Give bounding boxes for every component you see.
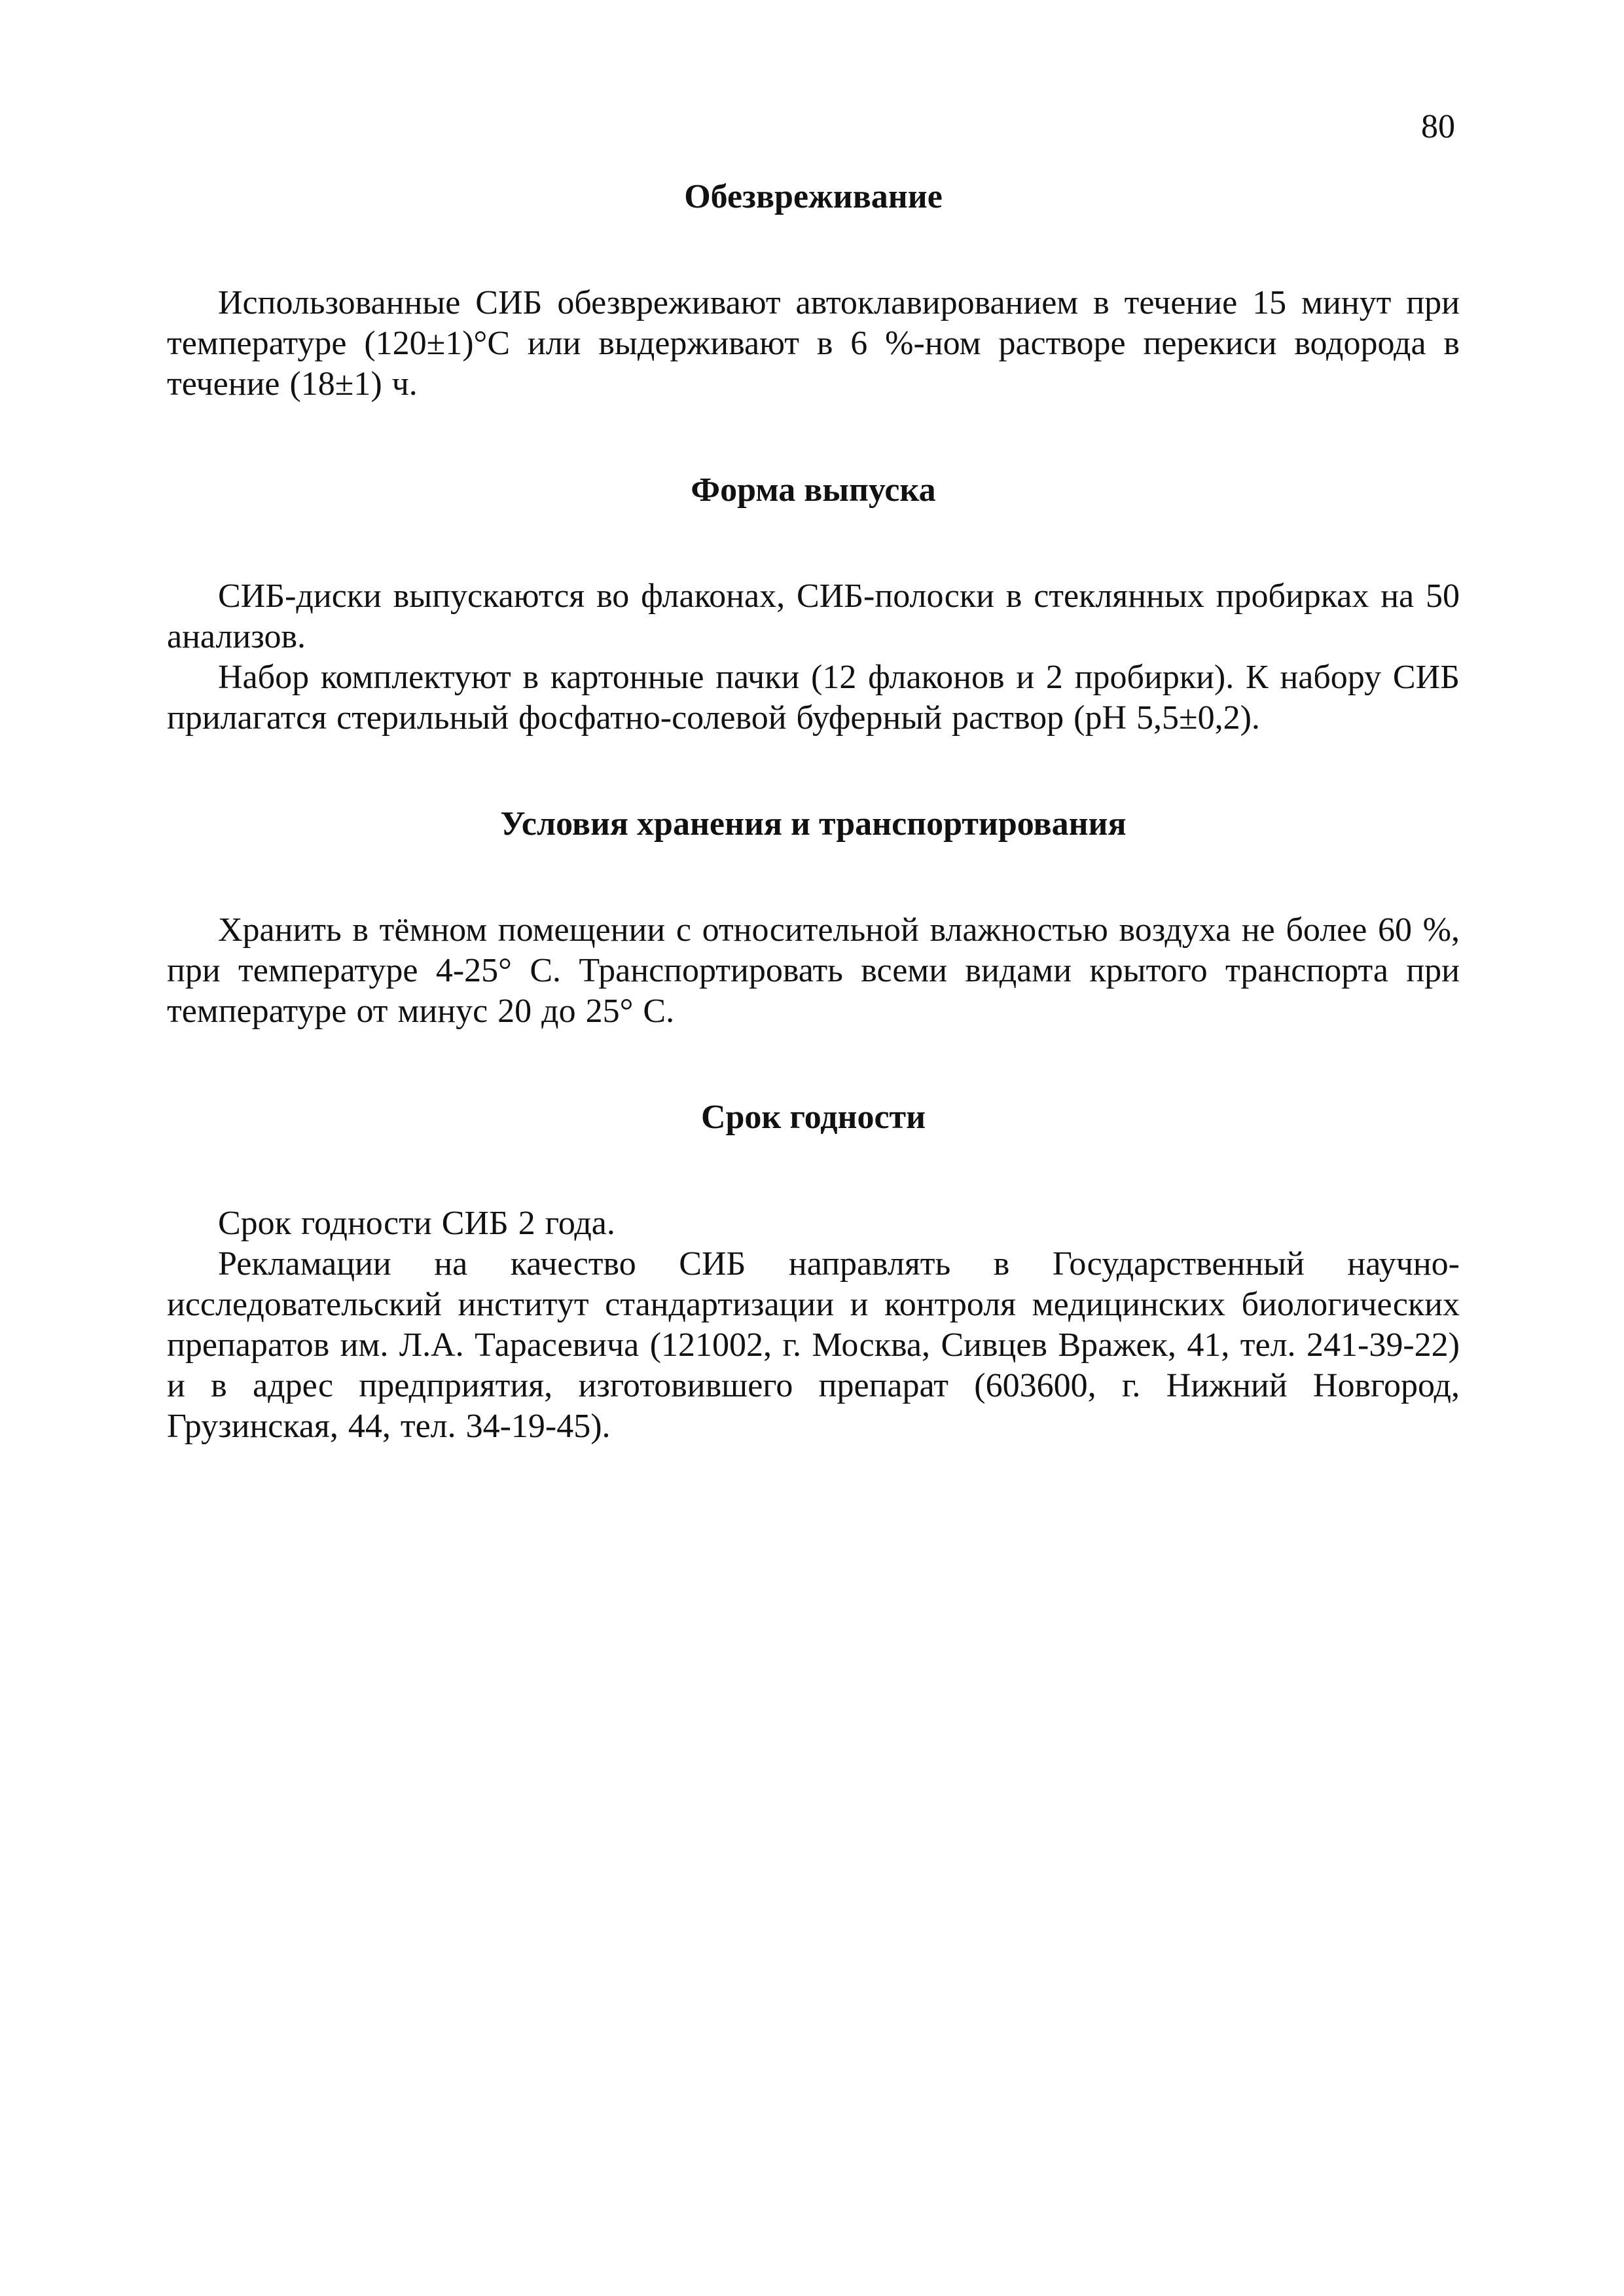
paragraph: Использованные СИБ обезвреживают автоклавированием в течение 15 минут при температуре (120±1)°С или выдерживают в 6 %-ном растворе перекиси водорода в течение (18±1) ч. <box>167 284 1460 403</box>
section-storage-transport <box>167 804 1460 1032</box>
paragraph: Набор комплектуют в картонные пачки (12 флаконов и 2 пробирки). К набору СИБ прилагатся стерильный фосфатно-солевой буферный раствор (рН 5,5±0,2). <box>167 659 1460 737</box>
section-shelf-life <box>167 1097 1460 1447</box>
section-heading: Срок годности <box>700 1099 926 1136</box>
document-content <box>167 177 1460 1447</box>
paragraph: Срок годности СИБ 2 года. <box>218 1205 615 1242</box>
paragraph: Хранить в тёмном помещении с относительной влажностью воздуха не более 60 %, при температуре 4-25° С. Транспортировать всеми видами крытого транспорта при температуре от минус 20 до 25° С. <box>167 911 1460 1030</box>
page-number: 80 <box>1421 108 1455 145</box>
section-heading: Условия хранения и транспортирования <box>500 805 1127 843</box>
section-heading: Обезвреживание <box>684 178 943 215</box>
paragraph: Рекламации на качество СИБ направлять в Государственный научно-исследовательский институт стандартизации и контроля медицинских биологических препаратов им. Л.А. Тарасевича (121002, г. Москва, Сивцев Вражек, 41, тел. 241-39-22) и в адрес предприятия, изготовившего препарат (603600, г. Нижний Новгород, Грузинская, 44, тел. 34-19-45). <box>167 1245 1460 1445</box>
paragraph: СИБ-диски выпускаются во флаконах, СИБ-полоски в стеклянных пробирках на 50 анализов. <box>167 577 1460 655</box>
section-heading: Форма выпуска <box>691 471 936 509</box>
section-release-form <box>167 470 1460 738</box>
section-disinfection <box>167 177 1460 405</box>
